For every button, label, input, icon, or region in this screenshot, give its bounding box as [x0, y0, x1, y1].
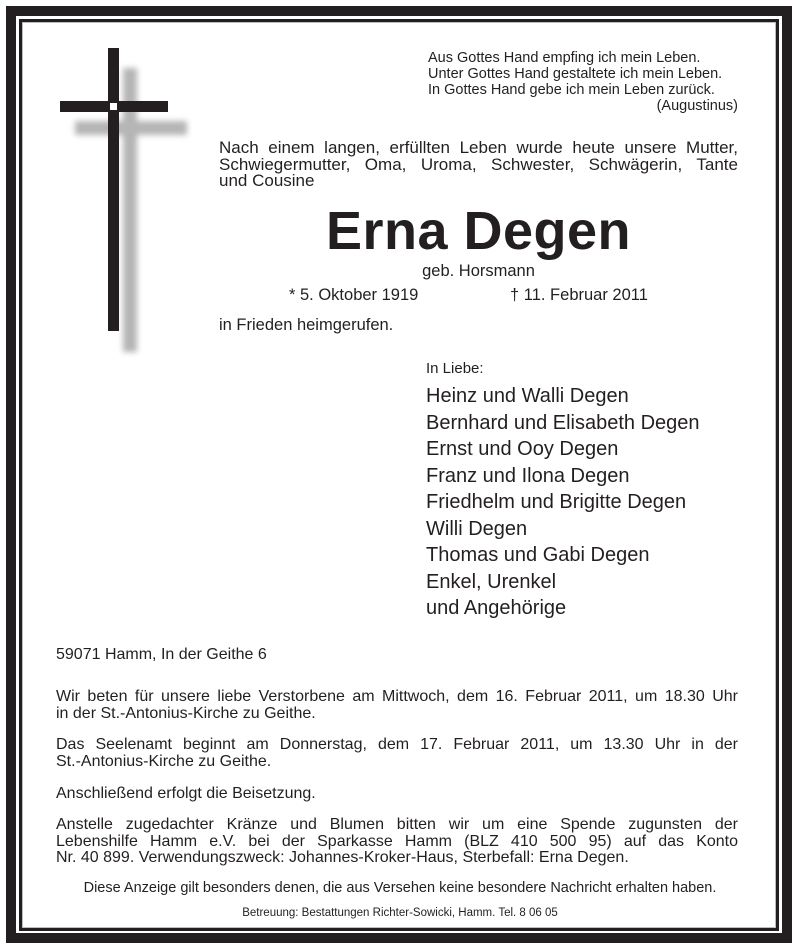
mourner-entry: Bernhard und Elisabeth Degen [426, 411, 700, 434]
mourners-label: In Liebe: [426, 360, 484, 377]
mourner-entry: Ernst und Ooy Degen [426, 438, 619, 460]
paragraph-line: Anschließend erfolgt die Beisetzung. [56, 785, 316, 802]
cross-vertical-beam [108, 48, 119, 331]
quote-line: In Gottes Hand gebe ich mein Leben zurück. [428, 82, 715, 98]
mourner-entry: Heinz und Walli Degen [426, 385, 629, 407]
paragraph-line: in der St.-Antonius-Kirche zu Geithe. [56, 704, 316, 722]
mourner-entry: und Angehörige [426, 597, 567, 619]
donation-paragraph [56, 817, 738, 867]
intro-line: und Cousine [219, 171, 315, 190]
cross-center-highlight [110, 103, 117, 110]
paragraph-line: Anstelle zugedachter Kränze und Blumen bitten wir um eine Spende zugunsten der [56, 816, 738, 833]
paragraph-line: St.-Antonius-Kirche zu Geithe. [56, 752, 272, 770]
intro-text [219, 140, 738, 190]
funeral-home-credit: Betreuung: Bestattungen Richter-Sowicki, Hamm. Tel. 8 06 05 [242, 907, 558, 919]
quote-line: Aus Gottes Hand empfing ich mein Leben. [428, 50, 701, 66]
mourners-list [426, 383, 700, 622]
mourner-entry: Thomas und Gabi Degen [426, 544, 650, 566]
cross-shadow-horizontal [75, 121, 187, 135]
mourner-entry: Franz und Ilona Degen [426, 464, 630, 487]
paragraph-line: Lebenshilfe Hamm e.V. bei der Sparkasse Hamm (BLZ 410 500 95) auf das Konto [56, 832, 738, 850]
paragraph-line: Wir beten für unsere liebe Verstorbene am Mittwoch, dem 16. Februar 2011, um 18.30 Uhr [56, 688, 738, 705]
deceased-name: Erna Degen [325, 201, 632, 261]
intro-line: Schwiegermutter, Oma, Uroma, Schwester, Schwägerin, Tante [219, 154, 738, 174]
notice-text: Diese Anzeige gilt besonders denen, die aus Versehen keine besondere Nachricht erhalten haben. [83, 880, 717, 896]
burial-paragraph [56, 786, 738, 803]
intro-line: Nach einem langen, erfüllten Leben wurde heute unsere Mutter, [219, 138, 738, 157]
mourner-entry: Enkel, Urenkel [426, 570, 557, 593]
mourner-entry: Friedhelm und Brigitte Degen [426, 491, 687, 513]
quote-line: Unter Gottes Hand gestaltete ich mein Leben. [428, 66, 723, 82]
death-date: † 11. Februar 2011 [510, 286, 648, 304]
family-address: 59071 Hamm, In der Geithe 6 [56, 646, 267, 663]
closing-phrase: in Frieden heimgerufen. [219, 316, 394, 334]
quote-author: (Augustinus) [656, 98, 738, 114]
birth-date: * 5. Oktober 1919 [289, 286, 419, 304]
requiem-paragraph [56, 737, 738, 770]
paragraph-line: Das Seelenamt beginnt am Donnerstag, dem 17. Februar 2011, um 13.30 Uhr in der [56, 736, 738, 753]
maiden-name: geb. Horsmann [422, 262, 535, 280]
paragraph-line: Nr. 40 899. Verwendungszweck: Johannes-Kroker-Haus, Sterbefall: Erna Degen. [56, 849, 629, 866]
bible-quote [428, 50, 722, 98]
prayer-paragraph [56, 689, 738, 722]
mourner-entry: Willi Degen [426, 517, 528, 540]
